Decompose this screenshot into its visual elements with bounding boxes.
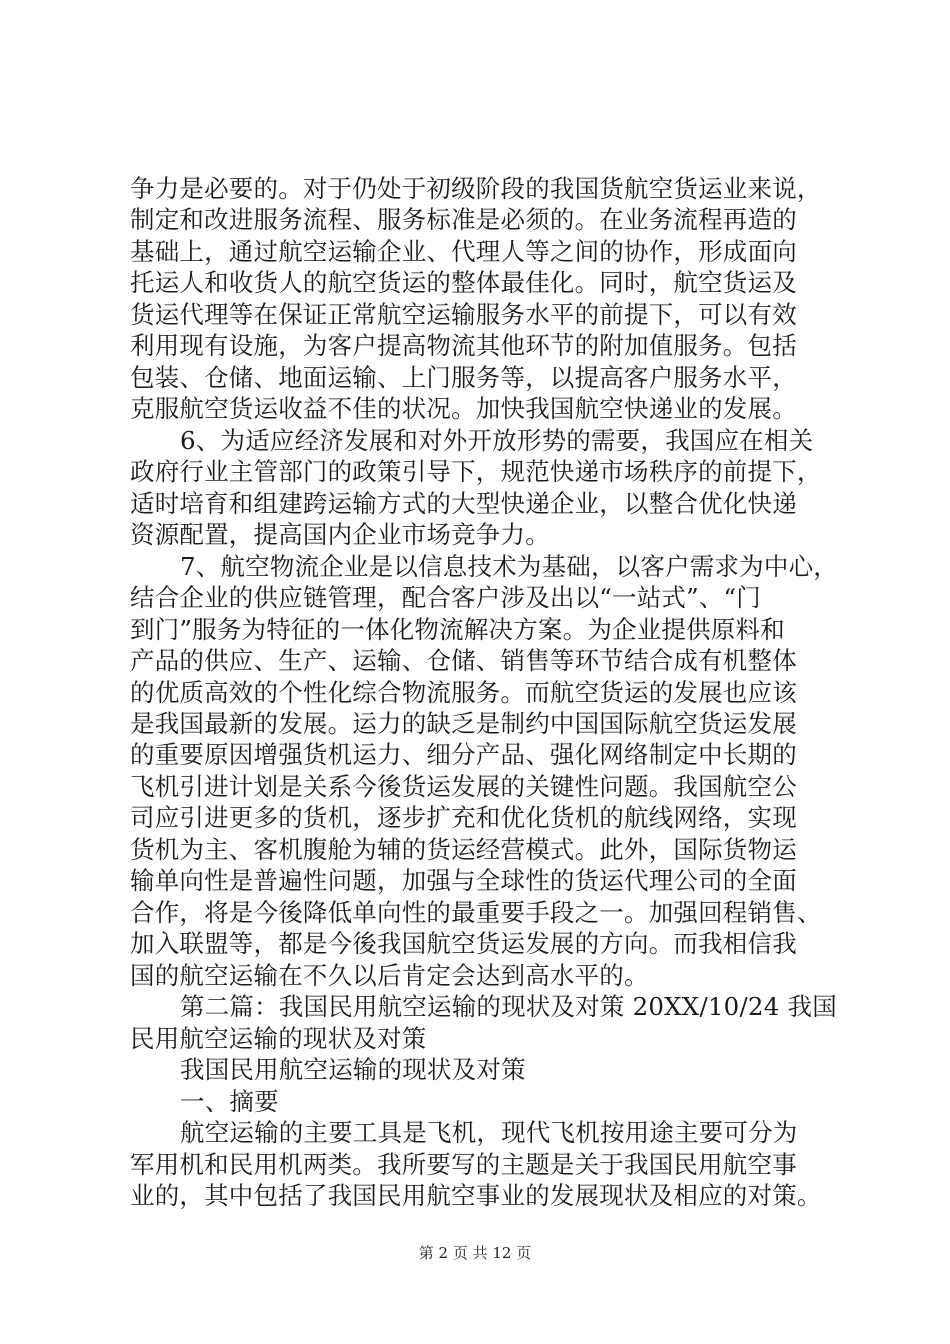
text-line: 政府行业主管部门的政策引导下，规范快递市场秩序的前提下， [130,457,822,486]
text-line: 包装、仓储、地面运输、上门服务等，以提高客户服务水平， [130,363,797,392]
text-line: 货运代理等在保证正常航空运输服务水平的前提下，可以有效 [130,300,797,329]
page-footer: 第 2 页 共 12 页 [418,1244,532,1262]
text-line: 的重要原因增强货机运力、细分产品、强化网络制定中长期的 [130,740,797,769]
text-line: 基础上，通过航空运输企业、代理人等之间的协作，形成面向 [130,237,797,266]
paragraph-start-line: 7、航空物流企业是以信息技术为基础，以客户需求为中心， [180,552,838,581]
section-heading-line: 第二篇：我国民用航空运输的现状及对策 20XX/10/24 我国 [180,992,837,1021]
text-line: 业的，其中包括了我国民用航空事业的发展现状及相应的对策。 [130,1181,822,1210]
text-line: 产品的供应、生产、运输、仓储、销售等环节结合成有机整体 [130,646,797,675]
text-line: 军用机和民用机两类。我所要写的主题是关于我国民用航空事 [130,1150,797,1179]
text-line: 货机为主、客机腹舱为辅的货运经营模式。此外，国际货物运 [130,835,797,864]
section-title: 我国民用航空运输的现状及对策 [180,1055,526,1084]
text-line: 托运人和收货人的航空货运的整体最佳化。同时，航空货运及 [130,268,797,297]
subsection-heading: 一、摘要 [180,1087,279,1116]
paragraph-start-line: 航空运输的主要工具是飞机，现代飞机按用途主要可分为 [180,1118,798,1147]
text-line: 飞机引进计划是关系今後货运发展的关键性问题。我国航空公 [130,772,797,801]
text-line: 输单向性是普遍性问题，加强与全球性的货运代理公司的全面 [130,866,797,895]
text-line: 制定和改进服务流程、服务标准是必须的。在业务流程再造的 [130,205,797,234]
paragraph-start-line: 6、为适应经济发展和对外开放形势的需要，我国应在相关 [180,426,814,455]
text-line: 司应引进更多的货机，逐步扩充和优化货机的航线网络，实现 [130,803,797,832]
text-line: 结合企业的供应链管理，配合客户涉及出以“一站式”、“门 [130,583,761,612]
text-line: 合作，将是今後降低单向性的最重要手段之一。加强回程销售、 [130,898,822,927]
text-line: 是我国最新的发展。运力的缺乏是制约中国国际航空货运发展 [130,709,797,738]
text-line: 争力是必要的。对于仍处于初级阶段的我国货航空货运业来说， [130,174,822,203]
text-line: 加入联盟等，都是今後我国航空货运发展的方向。而我相信我 [130,929,797,958]
text-line: 民用航空运输的现状及对策 [130,1024,427,1053]
text-line: 国的航空运输在不久以后肯定会达到高水平的。 [130,961,649,990]
text-line: 克服航空货运收益不佳的状况。加快我国航空快递业的发展。 [130,394,797,423]
text-line: 的优质高效的个性化综合物流服务。而航空货运的发展也应该 [130,678,797,707]
text-line: 适时培育和组建跨运输方式的大型快递企业，以整合优化快递 [130,489,797,518]
text-line: 利用现有设施，为客户提高物流其他环节的附加值服务。包括 [130,331,797,360]
text-line: 资源配置，提高国内企业市场竞争力。 [130,520,550,549]
text-line: 到门”服务为特征的一体化物流解决方案。为企业提供原料和 [130,615,785,644]
